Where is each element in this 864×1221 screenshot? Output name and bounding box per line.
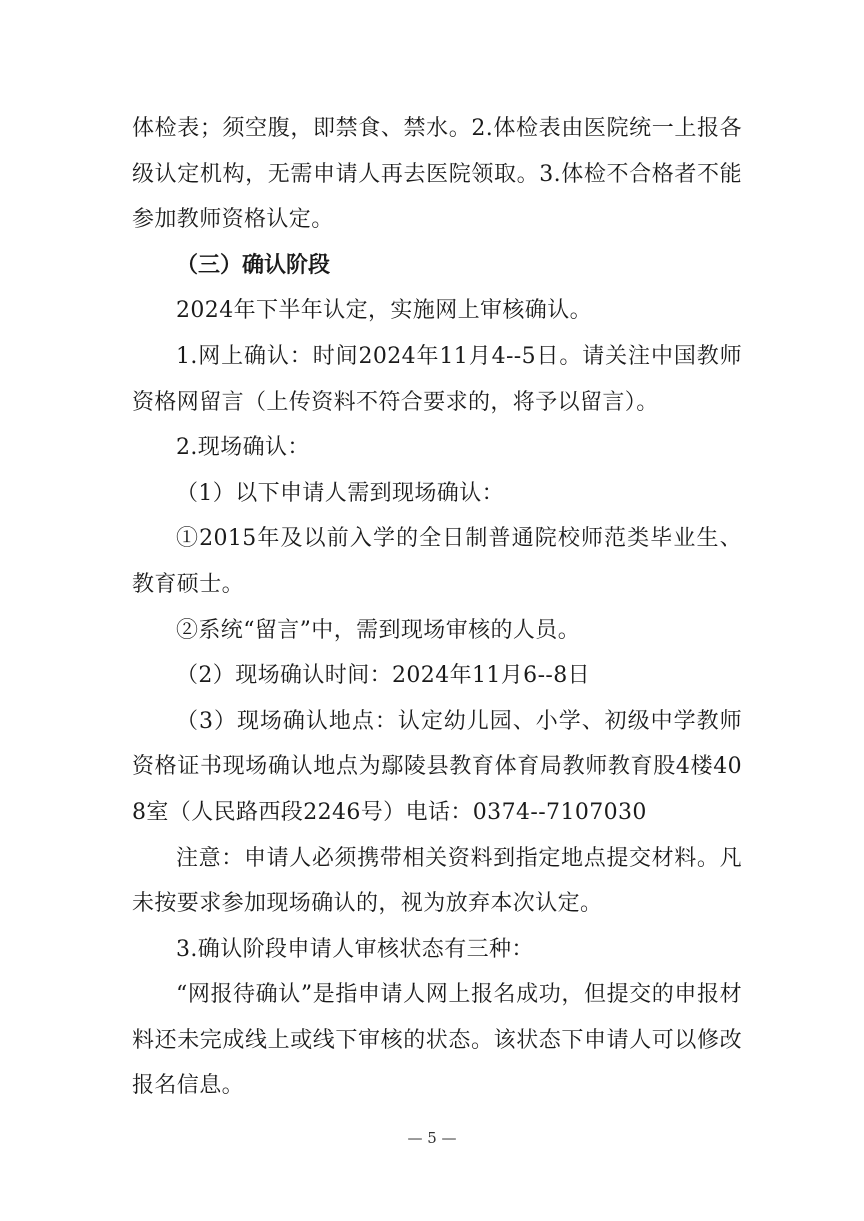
- paragraph-pending-status: “网报待确认”是指申请人网上报名成功，但提交的申报材料还未完成线上或线下审核的状态。该状态下申请人可以修改报名信息。: [132, 982, 742, 1099]
- paragraph-item-graduates: ①2015年及以前入学的全日制普通院校师范类毕业生、教育硕士。: [132, 526, 742, 597]
- paragraph-onsite-applicants: （1）以下申请人需到现场确认：: [176, 480, 504, 506]
- paragraph-onsite-time: （2）现场确认时间：2024年11月6--8日: [176, 663, 591, 689]
- section-heading-confirmation-stage: （三）确认阶段: [176, 252, 331, 278]
- paragraph-onsite-location: （3）现场确认地点：认定幼儿园、小学、初级中学教师资格证书现场确认地点为鄢陵县教育体育局教师教育股4楼408室（人民路西段2246号）电话：0374--7107030: [132, 708, 742, 825]
- page-number: — 5 —: [407, 1129, 457, 1147]
- paragraph-online-review: 2024年下半年认定，实施网上审核确认。: [176, 298, 592, 324]
- paragraph-onsite-confirmation: 2.现场确认：: [176, 435, 310, 461]
- paragraph-item-message: ②系统“留言”中，需到现场审核的人员。: [176, 617, 581, 643]
- paragraph-online-confirmation: 1.网上确认：时间2024年11月4--5日。请关注中国教师资格网留言（上传资料不符合要求的，将予以留言）。: [132, 343, 742, 415]
- paragraph-notice: 注意：申请人必须携带相关资料到指定地点提交材料。凡未按要求参加现场确认的，视为放弃本次认定。: [132, 845, 742, 917]
- paragraph-review-status: 3.确认阶段申请人审核状态有三种：: [176, 936, 534, 962]
- paragraph-physical-exam: 体检表；须空腹，即禁食、禁水。2.体检表由医院统一上报各级认定机构，无需申请人再去医院领取。3.体检不合格者不能参加教师资格认定。: [132, 116, 742, 233]
- document-body: [132, 106, 742, 1109]
